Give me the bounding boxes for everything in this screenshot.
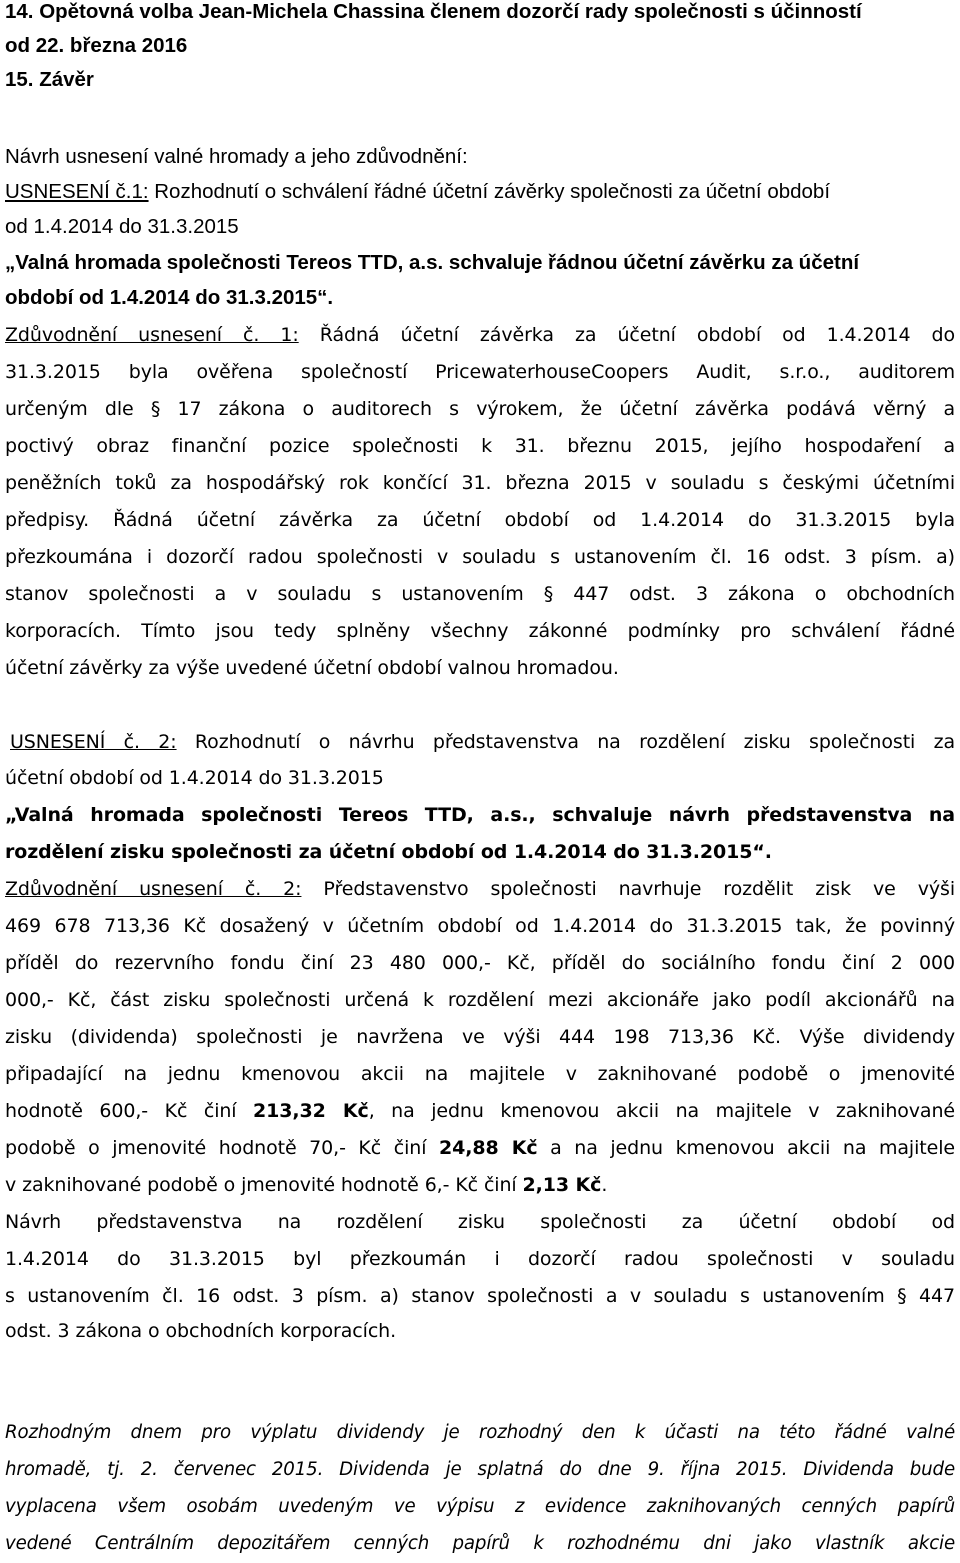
section-14-heading-line-1: 14. Opětovná volba Jean-Michela Chassina členem dozorčí rady společnosti s účinností: [5, 0, 862, 23]
resolution-2-reason-line: zisku (dividenda) společnosti je navržena ve výši 444 198 713,36 Kč. Výše dividendy: [5, 1026, 955, 1048]
resolution-1-reason-line: peněžních toků za hospodářský rok končící 31. března 2015 v souladu s českými účetními: [5, 472, 955, 494]
resolution-1-reason-label: Zdůvodnění usnesení č. 1:: [5, 324, 299, 346]
text-run: .: [601, 1174, 608, 1196]
resolution-1-reason-rest: Řádná účetní závěrka za účetní období od 1.4.2014 do: [298, 324, 955, 346]
resolution-2-reason-line: [5, 1174, 955, 1197]
section-15-heading: 15. Závěr: [5, 68, 94, 91]
resolution-2-reason-line: [5, 1100, 955, 1123]
resolution-2-title: [10, 731, 955, 754]
text-run: a na jednu kmenovou akcii na majitele: [537, 1137, 955, 1159]
resolution-2-reason-line: připadající na jednu kmenovou akcii na majitele v zaknihované podobě o jmenovité: [5, 1063, 955, 1085]
resolution-1-title: [5, 180, 955, 205]
resolution-2-text-line-1: „Valná hromada společnosti Tereos TTD, a.s., schvaluje návrh představenstva na: [5, 804, 955, 826]
resolution-1-title-rest: Rozhodnutí o schválení řádné účetní závěrky společnosti za účetní období: [148, 180, 831, 203]
dividend-amount-600: 213,32 Kč: [253, 1100, 369, 1122]
resolution-1-reason-line-1: [5, 324, 955, 347]
resolution-2-reason-rest: Představenstvo společnosti navrhuje rozdělit zisk ve výši: [301, 878, 955, 900]
resolution-1-reason-line: určeným dle § 17 zákona o auditorech s výrokem, že účetní závěrka podává věrný a: [5, 398, 955, 420]
section-14-heading-line-2: od 22. března 2016: [5, 34, 188, 57]
resolution-2-review-line: s ustanovením čl. 16 odst. 3 písm. a) stanov společnosti a v souladu s ustanovením § 447: [5, 1285, 955, 1307]
resolution-2-reason-line: 000,- Kč, část zisku společnosti určená k rozdělení mezi akcionáře jako podíl akcionářů na: [5, 989, 955, 1011]
text-run: podobě o jmenovité hodnotě 70,- Kč činí: [5, 1137, 439, 1159]
resolution-2-reason-line: 469 678 713,36 Kč dosažený v účetním období od 1.4.2014 do 31.3.2015 tak, že povinný: [5, 915, 955, 937]
resolution-1-reason-line: korporacích. Tímto jsou tedy splněny všechny zákonné podmínky pro schválení řádné: [5, 620, 955, 642]
resolution-2-review-line: 1.4.2014 do 31.3.2015 byl přezkoumán i dozorčí radou společnosti v souladu: [5, 1248, 955, 1270]
dividend-amount-6: 2,13 Kč: [522, 1174, 602, 1196]
resolution-2-reason-line-1: [5, 878, 955, 901]
resolution-2-review-line: Návrh představenstva na rozdělení zisku společnosti za účetní období od: [5, 1211, 955, 1233]
resolution-2-reason-line: příděl do rezervního fondu činí 23 480 000,- Kč, příděl do sociálního fondu činí 2 000: [5, 952, 955, 974]
dividend-note-line: Rozhodným dnem pro výplatu dividendy je rozhodný den k účasti na této řádné valné: [5, 1422, 955, 1443]
resolution-1-label: USNESENÍ č.1:: [5, 180, 149, 203]
resolution-2-title-line-2: účetní období od 1.4.2014 do 31.3.2015: [5, 767, 384, 789]
resolution-2-reason-line: [5, 1137, 955, 1160]
resolution-2-text-line-2: rozdělení zisku společnosti za účetní období od 1.4.2014 do 31.3.2015“.: [5, 841, 772, 863]
text-run: hodnotě 600,- Kč činí: [5, 1100, 254, 1122]
text-run: v zaknihované podobě o jmenovité hodnotě 6,- Kč činí: [5, 1174, 523, 1196]
resolution-2-title-rest: Rozhodnutí o návrhu představenstva na rozdělení zisku společnosti za: [176, 731, 955, 753]
proposal-heading: Návrh usnesení valné hromady a jeho zdůvodnění:: [5, 145, 468, 168]
resolution-1-reason-line: 31.3.2015 byla ověřena společností PricewaterhouseCoopers Audit, s.r.o., auditorem: [5, 361, 955, 383]
resolution-1-reason-last-line: účetní závěrky za výše uvedené účetní období valnou hromadou.: [5, 657, 619, 679]
dividend-note-line: hromadě, tj. 2. červenec 2015. Dividenda je splatná do dne 9. října 2015. Dividenda bude: [5, 1459, 955, 1480]
resolution-1-reason-line: předpisy. Řádná účetní závěrka za účetní období od 1.4.2014 do 31.3.2015 byla: [5, 509, 955, 531]
resolution-2-reason-label: Zdůvodnění usnesení č. 2:: [5, 878, 302, 900]
dividend-amount-70: 24,88 Kč: [438, 1137, 538, 1159]
dividend-note-line: vyplacena všem osobám uvedeným ve výpisu z evidence zaknihovaných cenných papírů: [5, 1496, 955, 1517]
text-run: , na jednu kmenovou akcii na majitele v zaknihované: [368, 1100, 956, 1122]
resolution-1-reason-line: stanov společnosti a v souladu s ustanovením § 447 odst. 3 zákona o obchodních: [5, 583, 955, 605]
resolution-2-label: USNESENÍ č. 2:: [10, 731, 177, 753]
resolution-1-title-line-2: od 1.4.2014 do 31.3.2015: [5, 215, 239, 238]
dividend-note-line: vedené Centrálním depozitářem cenných papírů k rozhodnému dni jako vlastník akcie: [5, 1533, 955, 1554]
resolution-1-text-line-2: období od 1.4.2014 do 31.3.2015“.: [5, 286, 334, 309]
resolution-1-text-line-1: „Valná hromada společnosti Tereos TTD, a.s. schvaluje řádnou účetní závěrku za účetní: [5, 251, 860, 274]
resolution-1-reason-line: přezkoumána i dozorčí radou společnosti v souladu s ustanovením čl. 16 odst. 3 písm. a): [5, 546, 955, 568]
resolution-1-reason-line: poctivý obraz finanční pozice společnosti k 31. březnu 2015, jejího hospodaření a: [5, 435, 955, 457]
resolution-2-review-last-line: odst. 3 zákona o obchodních korporacích.: [5, 1320, 397, 1342]
